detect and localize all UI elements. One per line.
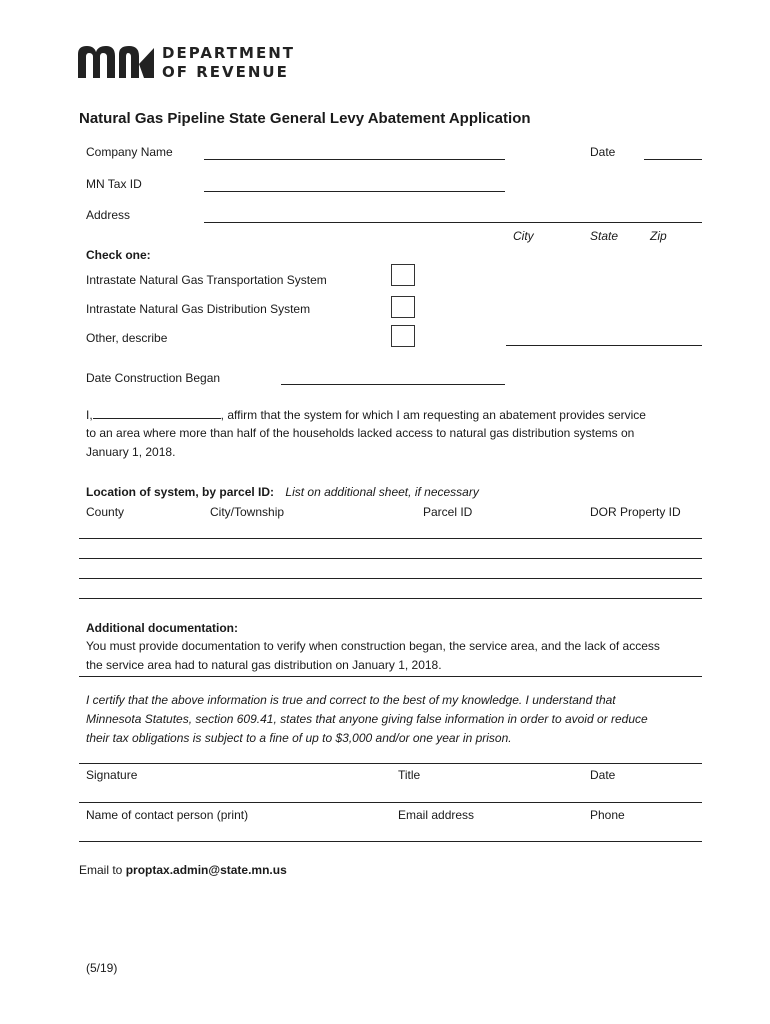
signature-field[interactable]	[79, 764, 702, 802]
date-field[interactable]	[644, 159, 702, 160]
affirm-name-field[interactable]	[93, 405, 221, 419]
certify-line3: their tax obligations is subject to a fine of up to $3,000 and/or one year in prison.	[86, 731, 512, 745]
other-describe-field[interactable]	[506, 345, 702, 346]
form-version: (5/19)	[86, 961, 118, 975]
logo-line1: DEPARTMENT	[162, 44, 295, 62]
email-to-prefix: Email to	[79, 863, 126, 877]
address-field[interactable]	[204, 222, 702, 223]
company-name-field[interactable]	[204, 159, 505, 160]
certify-line1: I certify that the above information is true and correct to the best of my knowledge. I understand that	[86, 693, 616, 707]
contact-bottom-divider	[79, 841, 702, 842]
option-transportation-checkbox[interactable]	[391, 264, 415, 286]
email-to-row	[79, 863, 287, 878]
additional-divider	[79, 676, 702, 677]
date-label: Date	[590, 145, 616, 159]
affirm-line1-text: , affirm that the system for which I am requesting an abatement provides service	[220, 408, 646, 422]
option-distribution-checkbox[interactable]	[391, 296, 415, 318]
city-label: City	[513, 229, 534, 243]
affirm-line3: January 1, 2018.	[86, 445, 176, 459]
check-one-heading: Check one:	[86, 248, 151, 262]
parcel-row-3[interactable]	[79, 578, 702, 579]
date-construction-field[interactable]	[281, 384, 505, 385]
signature-label: Signature	[86, 768, 138, 782]
date-construction-label: Date Construction Began	[86, 371, 221, 385]
additional-line2: the service area had to natural gas distribution on January 1, 2018.	[86, 658, 442, 672]
company-name-label: Company Name	[86, 145, 173, 159]
logo-line2: OF REVENUE	[162, 63, 289, 81]
email-to-address-link[interactable]: proptax.admin@state.mn.us	[125, 863, 287, 877]
additional-line1: You must provide documentation to verify when construction began, the service area, and the lack of access	[86, 639, 660, 653]
col-dor-property-id: DOR Property ID	[590, 505, 681, 519]
mn-tax-id-label: MN Tax ID	[86, 177, 142, 191]
mn-tax-id-field[interactable]	[204, 191, 505, 192]
option-distribution-label: Intrastate Natural Gas Distribution System	[86, 302, 311, 316]
contact-name-label: Name of contact person (print)	[86, 808, 249, 822]
signature-date-label: Date	[590, 768, 616, 782]
location-heading-row	[86, 485, 479, 500]
option-transportation-label: Intrastate Natural Gas Transportation System	[86, 273, 327, 287]
mn-logo-icon	[78, 44, 154, 80]
option-other-label: Other, describe	[86, 331, 168, 345]
additional-heading: Additional documentation:	[86, 621, 238, 635]
location-heading: Location of system, by parcel ID:	[86, 485, 275, 499]
page-title: Natural Gas Pipeline State General Levy Abatement Application	[79, 110, 531, 127]
location-note: List on additional sheet, if necessary	[285, 485, 479, 499]
phone-label: Phone	[590, 808, 625, 822]
title-label: Title	[398, 768, 421, 782]
parcel-row-2[interactable]	[79, 558, 702, 559]
email-address-label: Email address	[398, 808, 475, 822]
zip-label: Zip	[650, 229, 667, 243]
contact-field[interactable]	[79, 803, 702, 841]
col-parcel-id: Parcel ID	[423, 505, 473, 519]
col-county: County	[86, 505, 125, 519]
affirm-prefix: I,	[86, 408, 93, 422]
affirm-line2: to an area where more than half of the households lacked access to natural gas distribution systems on	[86, 426, 635, 440]
col-city-township: City/Township	[210, 505, 285, 519]
affirm-line1	[86, 405, 646, 425]
parcel-row-4[interactable]	[79, 598, 702, 599]
option-other-checkbox[interactable]	[391, 325, 415, 347]
certify-line2: Minnesota Statutes, section 609.41, states that anyone giving false information in order to avoid or reduce	[86, 712, 648, 726]
address-label: Address	[86, 208, 131, 222]
parcel-row-1[interactable]	[79, 538, 702, 539]
state-label: State	[590, 229, 619, 243]
